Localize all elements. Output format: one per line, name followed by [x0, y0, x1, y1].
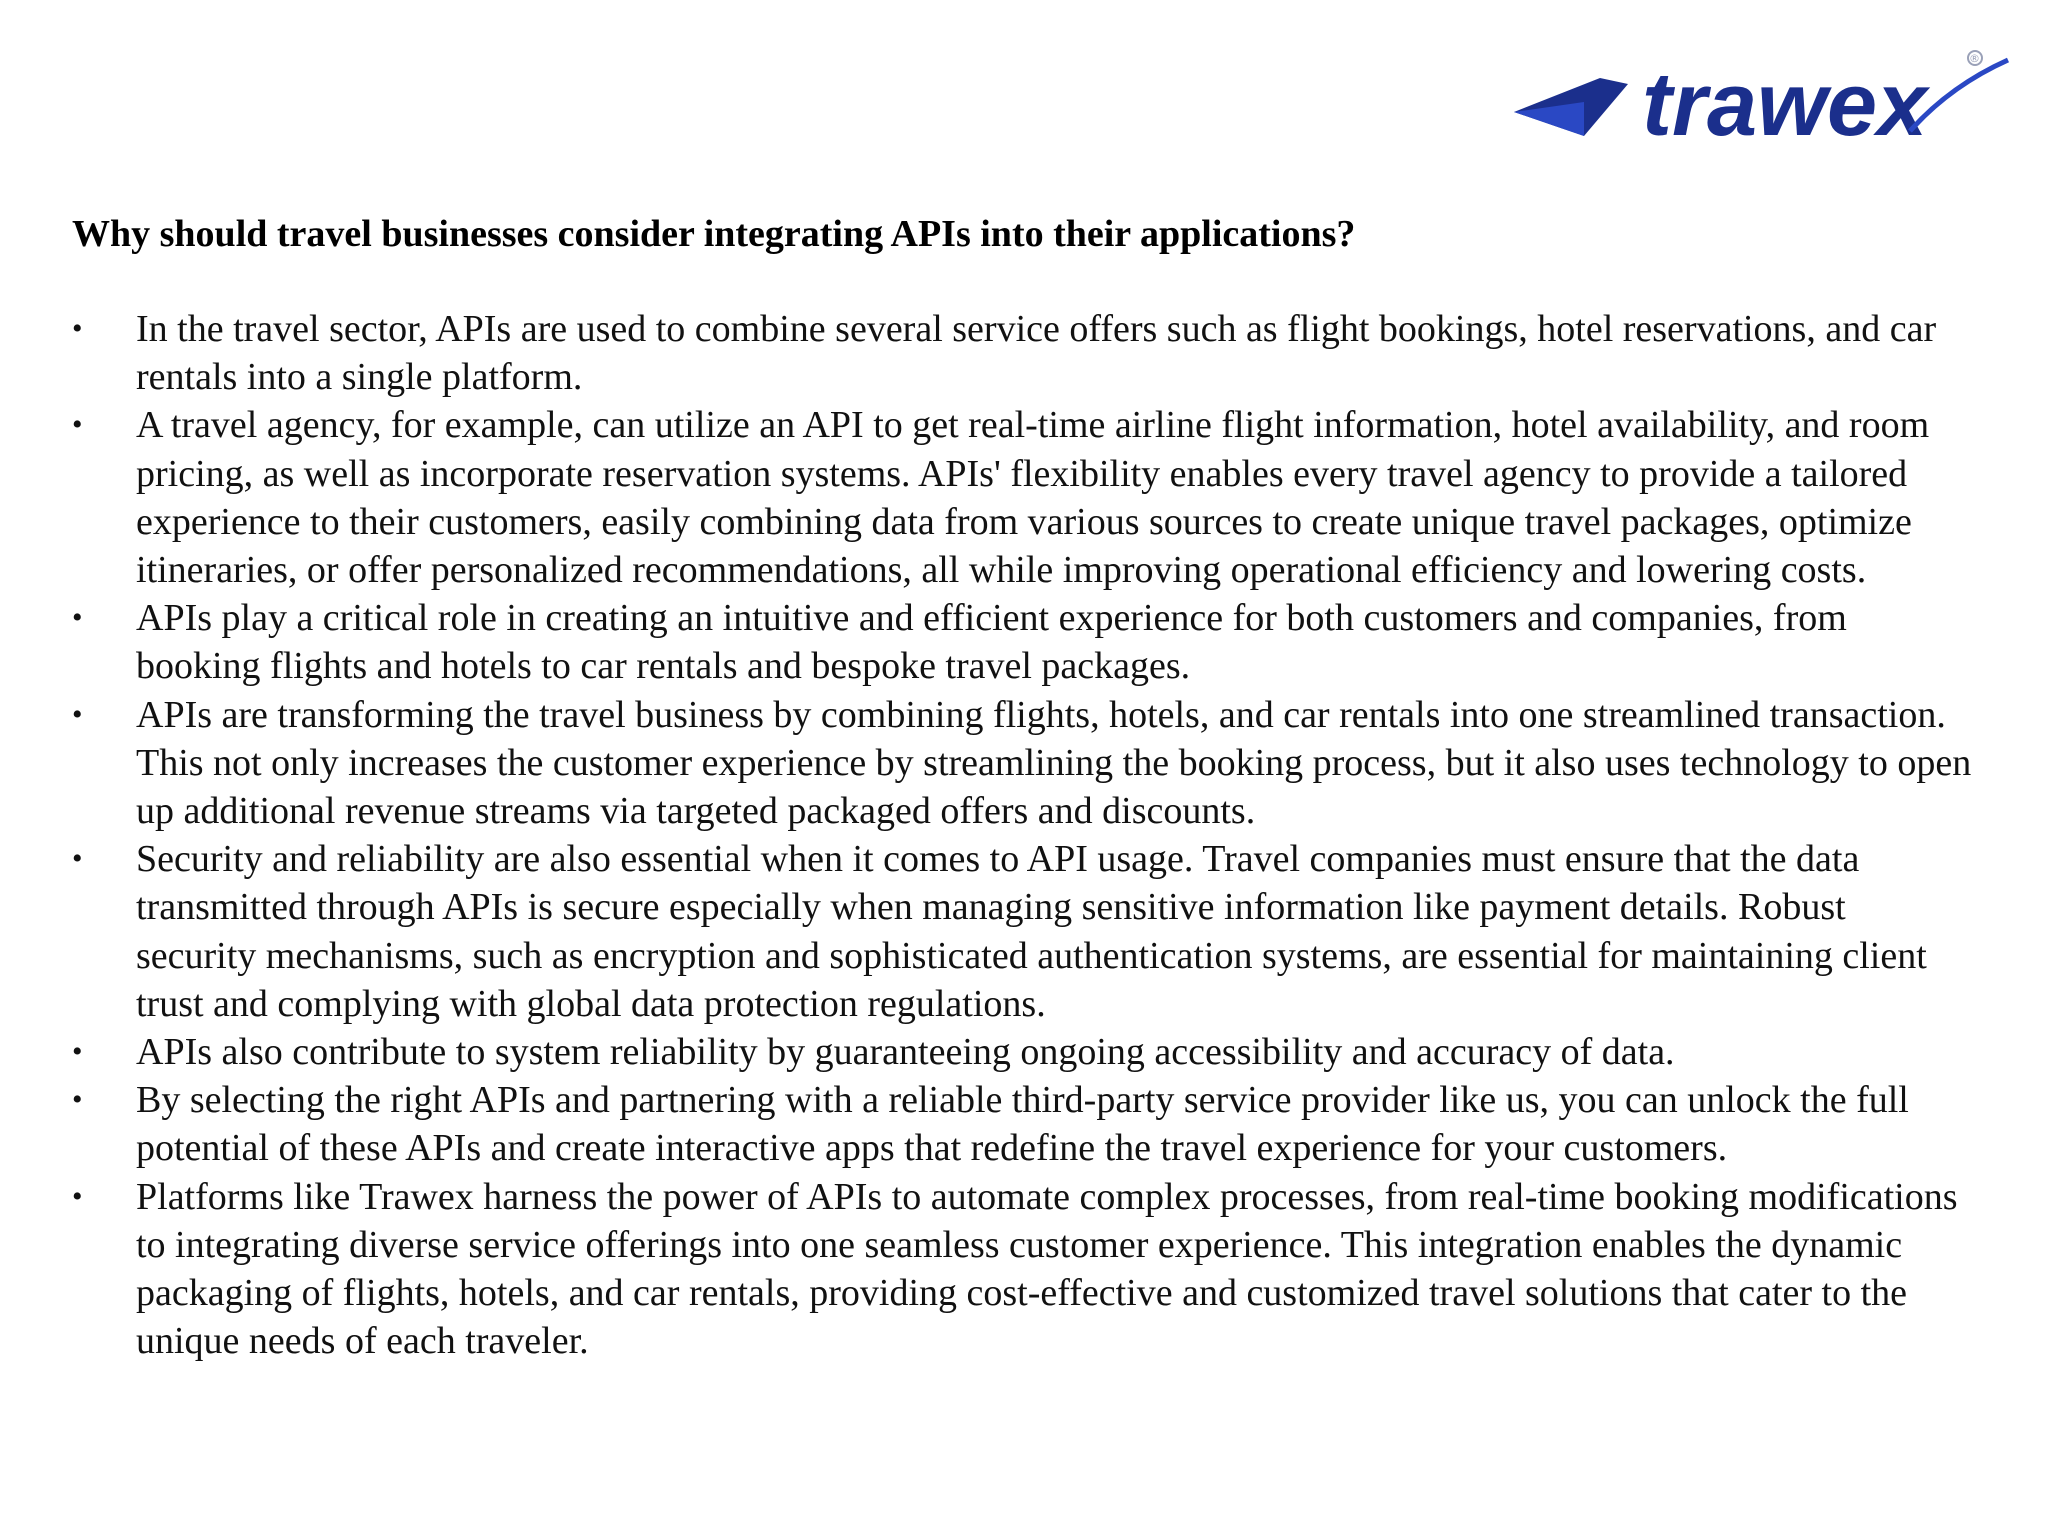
list-item-text: A travel agency, for example, can utilize an API to get real-time airline flight information, hotel availability, and room pricing, as well as incorporate reservation systems. APIs' flexibility enables every travel agency to provide a tailored experience to their customers, easily combining data from various sources to create unique travel packages, optimize itineraries, or offer personalized recommendations, all while improving operational efficiency and lowering costs.: [136, 404, 1930, 592]
registered-mark: ®: [1969, 52, 1980, 65]
bullet-icon: •: [72, 1179, 83, 1213]
list-item-text: APIs also contribute to system reliability by guaranteeing ongoing accessibility and accuracy of data.: [136, 1031, 1675, 1074]
list-item-text: In the travel sector, APIs are used to combine several service offers such as flight bookings, hotel reservations, and car rentals into a single platform.: [136, 308, 1937, 399]
list-item: [72, 691, 1972, 836]
list-item: [72, 1173, 1972, 1366]
bullet-icon: •: [72, 697, 83, 731]
bullet-icon: •: [72, 601, 83, 635]
bullet-icon: •: [72, 1083, 83, 1117]
list-item: [72, 401, 1972, 594]
list-item: [72, 1076, 1972, 1172]
bullet-list: [72, 305, 1972, 1365]
list-item-text: Security and reliability are also essential when it comes to API usage. Travel companies must ensure that the data transmitted through APIs is secure especially when managing sensitive information like payment details. Robust security mechanisms, such as encryption and sophisticated authentication systems, are essential for maintaining client trust and complying with global data protection regulations.: [136, 838, 1927, 1025]
list-item: [72, 594, 1972, 690]
list-item-text: APIs are transforming the travel business by combining flights, hotels, and car rentals into one streamlined transaction. This not only increases the customer experience by streamlining the booking process, but it also uses technology to open up additional revenue streams via targeted packaged offers and discounts.: [136, 693, 1972, 833]
list-item: [72, 1028, 1972, 1076]
list-item-text: By selecting the right APIs and partnering with a reliable third-party service provider like us, you can unlock the full potential of these APIs and create interactive apps that redefine the travel experience for your customers.: [136, 1079, 1909, 1170]
trawex-logo: [1510, 46, 2010, 146]
page-title: Why should travel businesses consider integrating APIs into their applications?: [72, 213, 1356, 255]
bullet-icon: •: [72, 842, 83, 876]
list-item: [72, 835, 1972, 1028]
list-item-text: APIs play a critical role in creating an intuitive and efficient experience for both customers and companies, from booking flights and hotels to car rentals and bespoke travel packages.: [136, 597, 1847, 688]
list-item: [72, 305, 1972, 401]
logo-wordmark: trawex: [1642, 55, 1928, 146]
bullet-icon: •: [72, 312, 83, 345]
bullet-icon: •: [72, 1035, 83, 1069]
bullet-icon: •: [72, 408, 83, 442]
list-item-text: Platforms like Trawex harness the power of APIs to automate complex processes, from real-time booking modifications to integrating diverse service offerings into one seamless customer experience. This integration enables the dynamic packaging of flights, hotels, and car rentals, providing cost-effective and customized travel solutions that cater to the unique needs of each traveler.: [136, 1175, 1958, 1363]
